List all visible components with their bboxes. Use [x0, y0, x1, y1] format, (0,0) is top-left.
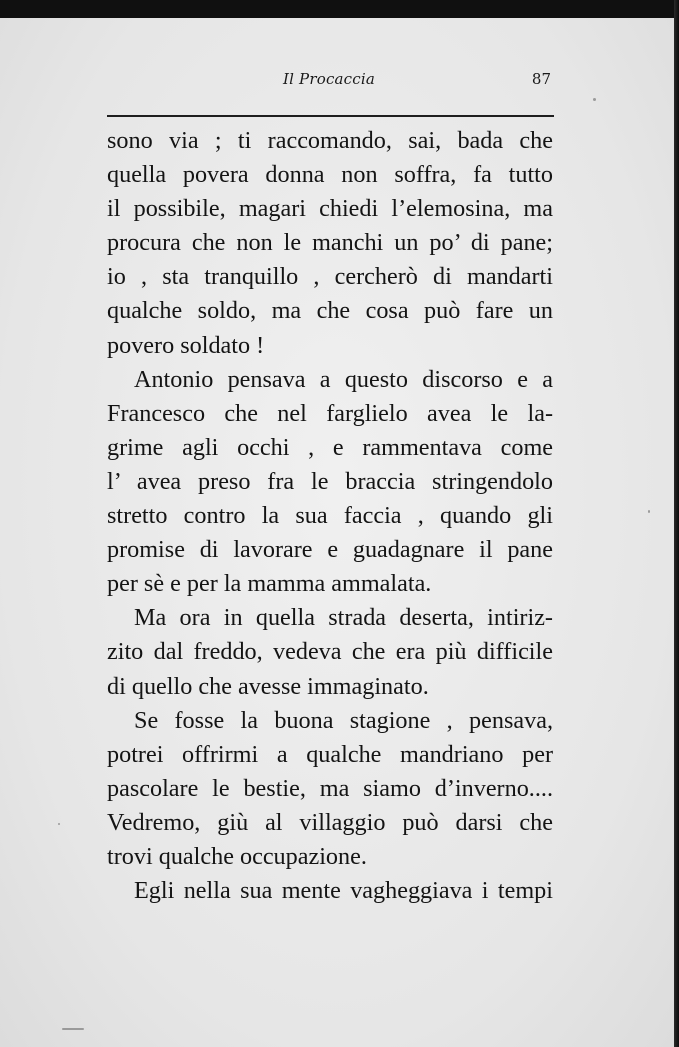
running-title: Il Procaccia — [282, 70, 376, 88]
page-number: 87 — [531, 70, 551, 88]
text-line: Se fosse la buona stagione , pensava, — [134, 706, 553, 734]
paper-speck — [62, 1028, 84, 1030]
text-line: procura che non le manchi un po’ di pane; — [107, 229, 553, 257]
page-edge-shadow — [674, 0, 679, 1047]
paper-speck — [593, 98, 596, 101]
text-line: promise di lavorare e guadagnare il pane — [107, 536, 553, 564]
text-line: povero soldato ! — [107, 331, 265, 359]
text-line: di quello che avesse immaginato. — [107, 672, 429, 700]
text-line: trovi qualche occupazione. — [107, 842, 367, 870]
text-line: zito dal freddo, vedeva che era più difficile — [107, 638, 553, 666]
text-line: qualche soldo, ma che cosa può fare un — [107, 297, 553, 325]
text-line: Francesco che nel farglielo avea le la- — [107, 399, 553, 427]
text-line: io , sta tranquillo , cercherò di mandarti — [107, 263, 553, 291]
text-line: sono via ; ti raccomando, sai, bada che — [107, 127, 553, 154]
text-line: Egli nella sua mente vagheggiava i tempi — [134, 877, 553, 905]
text-line: potrei offrirmi a qualche mandriano per — [107, 740, 553, 768]
paper-speck — [58, 823, 60, 825]
paper-speck — [648, 510, 650, 513]
text-line: Ma ora in quella strada deserta, intiriz- — [134, 604, 553, 632]
text-line: Vedremo, giù al villaggio può darsi che — [107, 808, 553, 836]
text-line: l’ avea preso fra le braccia stringendolo — [107, 467, 553, 495]
text-line: per sè e per la mamma ammalata. — [107, 570, 432, 598]
text-line: grime agli occhi , e rammentava come — [107, 433, 553, 461]
text-line: quella povera donna non soffra, fa tutto — [107, 161, 553, 189]
text-line: Antonio pensava a questo discorso e a — [134, 365, 553, 393]
text-line: stretto contro la sua faccia , quando gli — [107, 502, 553, 530]
text-line: pascolare le bestie, ma siamo d’inverno.... — [107, 774, 553, 802]
text-line: il possibile, magari chiedi l’elemosina, ma — [107, 195, 553, 223]
header-rule — [107, 115, 554, 117]
page-header — [107, 70, 551, 94]
body-text — [107, 124, 553, 908]
